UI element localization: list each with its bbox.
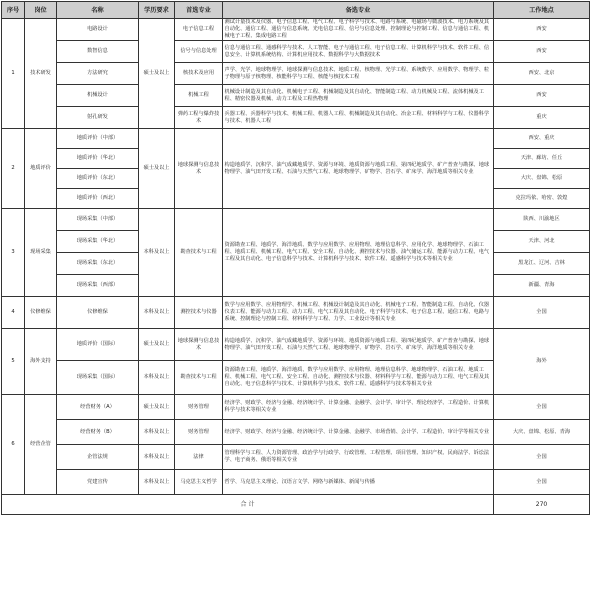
header-name: 名称 [57, 2, 139, 19]
header-seq: 序号 [2, 2, 25, 19]
seq-cell: 3 [2, 209, 25, 297]
total-row [2, 495, 590, 515]
location-cell: 全国 [494, 395, 590, 420]
location-cell: 天津、廊坊、任丘 [494, 149, 590, 169]
location-cell: 西安 [494, 41, 590, 63]
primary-major-cell: 核技术及应用 [175, 63, 223, 85]
alt-major-cell: 资源勘查工程、地质学、海洋地质、数学与应用数学、应用物理、地理信息科学、应用化学、地球物理学、石油工程、地质工程、机械工程、电气工程、安全工程、自动化、测控技术与仪器、油气储运工程、能源与动力工程、电气工程及其自动化、电子信息科学与技术、计算机科学与技术、软件工程、遥感科学与技术等相关专业 [223, 209, 494, 297]
edu-cell: 硕士及以上 [139, 129, 175, 209]
location-cell: 海外 [494, 329, 590, 395]
location-cell: 西安、北京 [494, 63, 590, 85]
job-name-cell: 仪修维保 [57, 297, 139, 329]
location-cell: 全国 [494, 297, 590, 329]
job-name-cell: 地质评价（华北） [57, 149, 139, 169]
alt-major-cell: 数学与应用数学、应用物理学、机械工程、机械设计制造及其自动化、机械电子工程、智能制造工程、自动化、仪器仪表工程、能源与动力工程、动力工程、电气工程及其自动化、电子科学与技术、电子信息工程、通信工程、电路与系统、控制理论与控制工程、材料科学与工程、力学、工业设计等相关专业 [223, 297, 494, 329]
job-name-cell: 电路设计 [57, 19, 139, 41]
job-name-cell: 地质评价（中部） [57, 129, 139, 149]
primary-major-cell: 测控技术与仪器 [175, 297, 223, 329]
location-cell: 新疆、青海 [494, 275, 590, 297]
alt-major-cell: 经济学、财政学、经济与金融、经济统计学、计算金融、金融学、市场营销、会计学、工程造价、审计学等相关专业 [223, 420, 494, 445]
job-name-cell: 地质评价（东北） [57, 169, 139, 189]
seq-cell: 5 [2, 329, 25, 395]
edu-cell: 本科及以上 [139, 297, 175, 329]
header-primary-major: 首选专业 [175, 2, 223, 19]
job-name-cell: 现场采集（东北） [57, 253, 139, 275]
post-cell: 现场采集 [25, 209, 57, 297]
job-name-cell: 经营财务（B） [57, 420, 139, 445]
recruitment-table [1, 1, 590, 515]
job-name-cell: 方法研究 [57, 63, 139, 85]
location-cell: 全国 [494, 445, 590, 470]
primary-major-cell: 财务管理 [175, 420, 223, 445]
location-cell: 西安、重庆 [494, 129, 590, 149]
header-post: 岗位 [25, 2, 57, 19]
location-cell: 大庆、盘锦、松原 [494, 169, 590, 189]
job-name-cell: 地质评价（国际） [57, 329, 139, 361]
table-row [2, 41, 590, 63]
edu-cell: 本科及以上 [139, 361, 175, 395]
location-cell: 陕西、川渝地区 [494, 209, 590, 231]
job-name-cell: 党建宣传 [57, 470, 139, 495]
alt-major-cell: 哲学、马克思主义理论、汉语言文学、网络与新媒体、新闻与传播 [223, 470, 494, 495]
alt-major-cell: 测试计量技术及仪器、电子信息工程、电气工程、电子科学与技术、电路与系统、电磁场与微波技术、电力系统及其自动化、通信工程、通信与信息系统、光电信息工程、信号与信息处理、控制理论与控制工程、信息与通信工程、机械电子工程、集成电路工程 [223, 19, 494, 41]
seq-cell: 6 [2, 395, 25, 495]
table-row [2, 63, 590, 85]
edu-cell: 本科及以上 [139, 420, 175, 445]
primary-major-cell: 马克思主义哲学 [175, 470, 223, 495]
post-cell: 仪修维保 [25, 297, 57, 329]
location-cell: 黑龙江、辽河、吉林 [494, 253, 590, 275]
location-cell: 天津、河北 [494, 231, 590, 253]
edu-cell: 本科及以上 [139, 209, 175, 297]
edu-cell: 本科及以上 [139, 470, 175, 495]
post-cell: 经营企管 [25, 395, 57, 495]
location-cell: 全国 [494, 470, 590, 495]
job-name-cell: 现场采集（西部） [57, 275, 139, 297]
alt-major-cell: 构造地质学、沉积学、油气成藏地质学、资源与环境、地质资源与地质工程、第四纪地质学、矿产普查与勘探、地球物理学、油气田开发工程、石油与天然气工程、地球物理学、矿物学、岩石学、矿床学、海洋地质等相关专业 [223, 329, 494, 361]
primary-major-cell: 弹药工程与爆炸技术 [175, 107, 223, 129]
primary-major-cell: 地球探测与信息技术 [175, 129, 223, 209]
job-name-cell: 射孔研发 [57, 107, 139, 129]
job-name-cell: 现场采集（国际） [57, 361, 139, 395]
seq-cell: 4 [2, 297, 25, 329]
location-cell: 西安 [494, 19, 590, 41]
primary-major-cell: 地球探测与信息技术 [175, 329, 223, 361]
location-cell: 重庆 [494, 107, 590, 129]
seq-cell: 1 [2, 19, 25, 129]
job-name-cell: 经营财务（A） [57, 395, 139, 420]
alt-major-cell: 资源勘查工程、地质学、海洋地质、数学与应用数学、应用物理、地理信息科学、地球物理学、石油工程、地质工程、机械工程、电气工程、安全工程、自动化、测控技术与仪器、材料科学与工程、能源与动力工程、电气工程及其自动化、电子信息科学与技术、计算机科学与技术、软件工程、遥感科学与技术等相关专业 [223, 361, 494, 395]
primary-major-cell: 勘查技术与工程 [175, 361, 223, 395]
job-name-cell: 企管法规 [57, 445, 139, 470]
table-row [2, 19, 590, 41]
job-name-cell: 数智信息 [57, 41, 139, 63]
job-name-cell: 机械设计 [57, 85, 139, 107]
job-name-cell: 地质评价（西北） [57, 189, 139, 209]
primary-major-cell: 财务管理 [175, 395, 223, 420]
header-row [2, 2, 590, 19]
table-row [2, 395, 590, 420]
post-cell: 海外支持 [25, 329, 57, 395]
alt-major-cell: 声学、光学、地球物理学、地球探测与信息技术、地质工程、核物理、光学工程、系统数学、应用数学、物理学、粒子物理与原子核物理、核能科学与工程、核能与核技术工程 [223, 63, 494, 85]
total-value: 270 [494, 495, 590, 515]
edu-cell: 硕士及以上 [139, 329, 175, 361]
edu-cell: 硕士及以上 [139, 395, 175, 420]
table-row [2, 329, 590, 361]
table-row [2, 470, 590, 495]
location-cell: 西安 [494, 85, 590, 107]
edu-cell: 本科及以上 [139, 445, 175, 470]
table-row [2, 297, 590, 329]
location-cell: 大庆、盘锦、松原、青海 [494, 420, 590, 445]
header-alt-major: 备选专业 [223, 2, 494, 19]
table-row [2, 85, 590, 107]
alt-major-cell: 经济学、财政学、经济与金融、经济统计学、计算金融、金融学、会计学、审计学、理论经济学、工程造价、计算机科学与技术等相关专业 [223, 395, 494, 420]
primary-major-cell: 法律 [175, 445, 223, 470]
table-row [2, 107, 590, 129]
location-cell: 克拉玛依、哈密、敦煌 [494, 189, 590, 209]
alt-major-cell: 信息与通信工程、通感科学与技术、人工智能、电子与通信工程、电子信息工程、计算机科学与技术、软件工程、信息安全、计算机系统结构、计算机应用技术、数据科学与大数据技术 [223, 41, 494, 63]
table-row [2, 445, 590, 470]
post-cell: 地质评价 [25, 129, 57, 209]
header-edu: 学历要求 [139, 2, 175, 19]
primary-major-cell: 信号与信息处理 [175, 41, 223, 63]
primary-major-cell: 机械工程 [175, 85, 223, 107]
alt-major-cell: 机械设计制造及其自动化、机械电子工程、机械制造及其自动化、智能制造工程、动力机械及工程、流体机械及工程、精密仪器及机械、动力工程及工程热物理 [223, 85, 494, 107]
alt-major-cell: 兵器工程、兵器科学与技术、机械工程、机器人工程、机械制造及其自动化、冶金工程、材料科学与工程、仪器科学与技术、机器人工程 [223, 107, 494, 129]
seq-cell: 2 [2, 129, 25, 209]
edu-cell: 硕士及以上 [139, 19, 175, 129]
job-name-cell: 现场采集（中部） [57, 209, 139, 231]
post-cell: 技术研发 [25, 19, 57, 129]
alt-major-cell: 构造地质学、沉积学、油气成藏地质学、资源与环境、地质资源与地质工程、第四纪地质学、矿产普查与勘探、地球物理学、油气田开发工程、石油与天然气工程、地球物理学、矿物学、岩石学、矿床学、海洋地质等相关专业 [223, 129, 494, 209]
job-name-cell: 现场采集（华北） [57, 231, 139, 253]
primary-major-cell: 电子信息工程 [175, 19, 223, 41]
table-row [2, 420, 590, 445]
primary-major-cell: 勘查技术与工程 [175, 209, 223, 297]
table-row [2, 129, 590, 149]
header-location: 工作地点 [494, 2, 590, 19]
table-row [2, 209, 590, 231]
alt-major-cell: 管理科学与工程、人力资源管理、政治学与行政学、行政管理、工程管理、项目管理、知识产权、民商法学、诉讼法学、电子商务、俄语等相关专业 [223, 445, 494, 470]
total-label: 合 计 [2, 495, 494, 515]
